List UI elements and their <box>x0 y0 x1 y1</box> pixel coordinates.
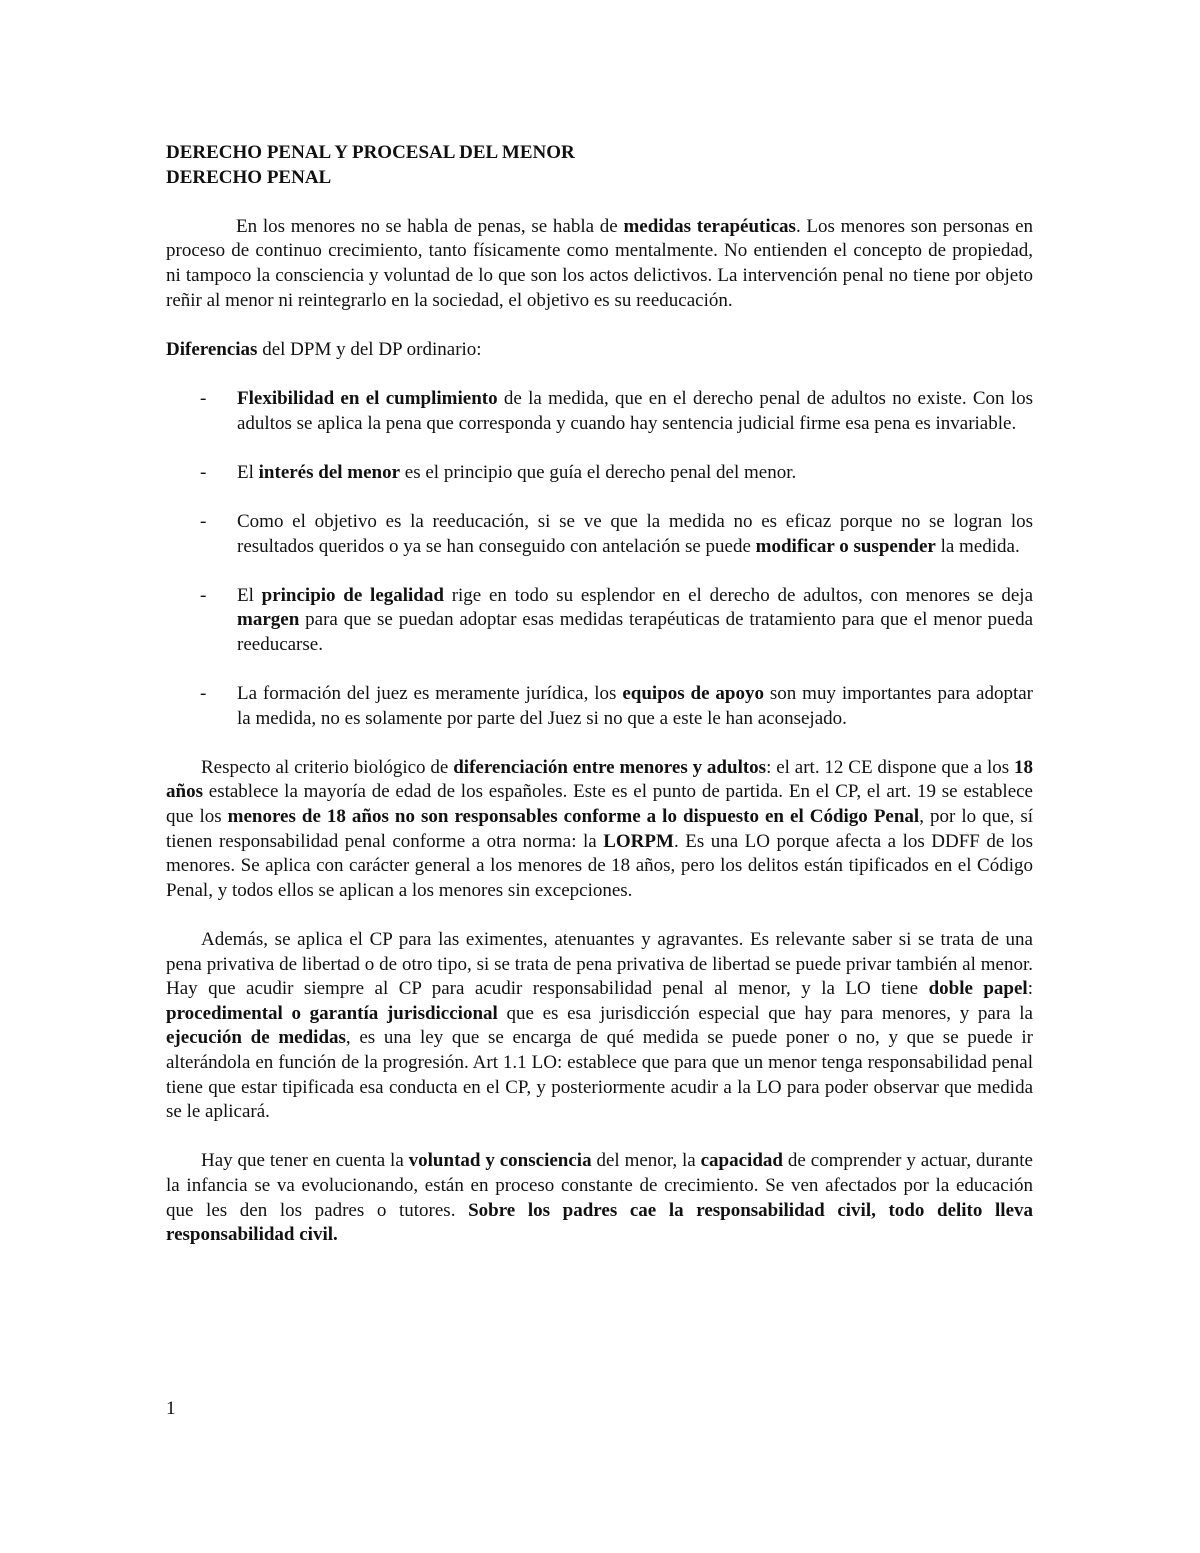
list-item: - Como el objetivo es la reeducación, si se ve que la medida no es eficaz porque no se logran los resultados queridos o ya se han conseguido con antelación se puede modificar o suspender la medida. <box>200 510 1033 557</box>
voluntad-paragraph: Hay que tener en cuenta la voluntad y consciencia del menor, la capacidad de comprender y actuar, durante la infancia se va evolucionando, están en proceso constante de crecimiento. Se ven afectados por la educación que les den los padres o tutores. Sobre los padres cae la responsabilidad civil, todo delito lleva responsabilidad civil. <box>166 1150 1033 1246</box>
list-item: - Flexibilidad en el cumplimiento de la medida, que en el derecho penal de adultos no existe. Con los adultos se aplica la pena que corresponda y cuando hay sentencia judicial firme esa pena es invariable. <box>200 387 1033 434</box>
intro-paragraph: En los menores no se habla de penas, se habla de medidas terapéuticas. Los menores son personas en proceso de continuo crecimiento, tanto físicamente como mentalmente. No entienden el concepto de propiedad, ni tampoco la consciencia y voluntad de lo que son los actos delictivos. La intervención penal no tiene por objeto reñir al menor ni reintegrarlo en la sociedad, el objetivo es su reeducación. <box>166 215 1034 311</box>
page-number: 1 <box>166 1398 176 1419</box>
differences-intro: Diferencias del DPM y del DP ordinario: <box>166 338 482 360</box>
criterio-paragraph: Respecto al criterio biológico de diferenciación entre menores y adultos: el art. 12 CE dispone que a los 18 años establece la mayoría de edad de los españoles. Este es el punto de partida. En el CP, el art. 19 se establece que los menores de 18 años no son responsables conforme a lo dispuesto en el Código Penal, por lo que, sí tienen responsabilidad penal conforme a otra norma: la LORPM. Es una LO porque afecta a los DDFF de los menores. Se aplica con carácter general a los menores de 18 años, pero los delitos están tipificados en el Código Penal, y todos ellos se aplican a los menores sin excepciones. <box>166 756 1034 901</box>
ademas-paragraph: Además, se aplica el CP para las eximentes, atenuantes y agravantes. Es relevante saber si se trata de una pena privativa de libertad o de otro tipo, si se trata de pena privativa de libertad se puede privar también al menor. Hay que acudir siempre al CP para acudir responsabilidad penal al menor, y la LO tiene doble papel: procedimental o garantía jurisdiccional que es esa jurisdicción especial que hay para menores, y para la ejecución de medidas, es una ley que se encarga de qué medida se puede poner o no, y que se puede ir alterándola en función de la progresión. Art 1.1 LO: establece que para que un menor tenga responsabilidad penal tiene que estar tipificada esa conducta en el CP, y posteriormente acudir a la LO para poder observar que medida se le aplicará. <box>166 929 1033 1123</box>
differences-list <box>166 387 1033 731</box>
section-heading: DERECHO PENAL <box>166 166 332 188</box>
document-body <box>166 141 1033 1248</box>
list-item: - El interés del menor es el principio que guía el derecho penal del menor. <box>200 461 797 483</box>
list-item: - La formación del juez es meramente jurídica, los equipos de apoyo son muy importantes para adoptar la medida, no es solamente por parte del Juez si no que a este le han aconsejado. <box>200 683 1033 729</box>
document-title: DERECHO PENAL Y PROCESAL DEL MENOR <box>166 142 575 163</box>
list-item: - El principio de legalidad rige en todo su esplendor en el derecho de adultos, con menores se deja margen para que se puedan adoptar esas medidas terapéuticas de tratamiento para que el menor pueda reeducarse. <box>200 584 1034 655</box>
